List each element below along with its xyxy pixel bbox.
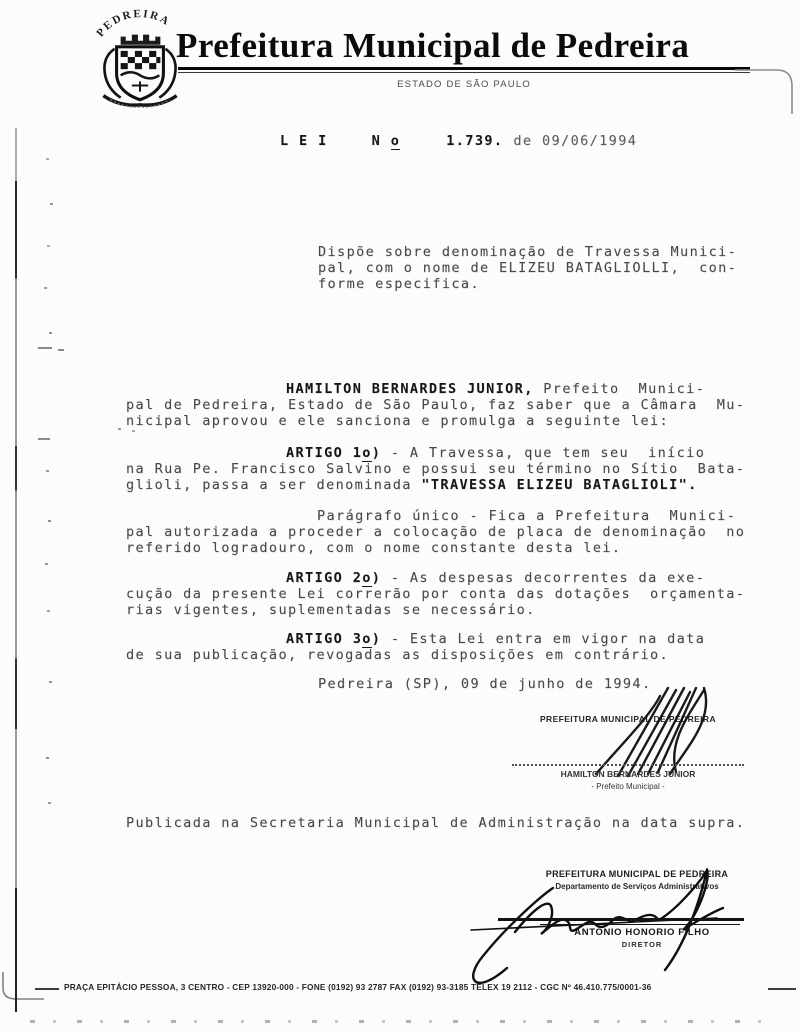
street-name: "TRAVESSA ELIZEU BATAGLIOLI". (421, 477, 698, 493)
artigo-3 (126, 631, 705, 663)
paragrafo-unico-text: referido logradouro, com o nome constante desta lei. (126, 540, 622, 556)
signature2-name: ANTONIO HONORIO FILHO (574, 927, 710, 938)
artigo-2-text: cução da presente Lei correrão por conta das dotações orçamenta- (126, 586, 746, 602)
scan-corner-top-right (735, 62, 797, 116)
crest-checker (121, 51, 161, 69)
ementa (318, 244, 737, 292)
artigo-3-text: - Esta Lei entra em vigor na data (381, 631, 706, 647)
margin-mark (38, 347, 52, 349)
artigo-1 (126, 445, 745, 493)
margin-mark (38, 438, 50, 440)
paragrafo-unico-text: Parágrafo único - Fica a Prefeitura Munici- (317, 508, 737, 524)
artigo-1-text: na Rua Pe. Francisco Salvino e possui seu término no Sítio Bata- (126, 461, 746, 477)
crest-crown (121, 35, 161, 45)
publication-note: Publicada na Secretaria Municipal de Administração na data supra. (126, 815, 746, 831)
scan-corner-bottom-left (0, 972, 48, 1008)
header-rule-thick (178, 67, 750, 70)
artigo-3-ordinal: o (362, 631, 372, 647)
ementa-line: forme especifica. (318, 276, 480, 292)
artigo-1-paren: ) (371, 445, 382, 461)
preamble-text: pal de Pedreira, Estado de São Paulo, faz saber que a Câmara Mu- (126, 397, 746, 413)
preamble-text: nicipal aprovou e ele sanciona e promulga a seguinte lei: (126, 413, 670, 429)
signature2-role: DIRETOR (621, 940, 663, 949)
dateline: Pedreira (SP), 09 de junho de 1994. (318, 676, 652, 692)
signature1-name: HAMILTON BERNARDES JUNIOR (560, 769, 696, 779)
artigo-2-paren: ) (371, 570, 382, 586)
preamble-text: Prefeito Munici- (533, 381, 706, 397)
signature1-org: PREFEITURA MUNICIPAL DE PEDREIRA (539, 714, 717, 724)
ementa-line: pal, com o nome de ELIZEU BATAGLIOLLI, con- (318, 260, 738, 276)
artigo-2-text: - As despesas decorrentes da exe- (381, 570, 706, 586)
artigo-3-label: ARTIGO 3 (286, 631, 363, 647)
scan-speckles (0, 0, 3, 2)
artigo-2 (126, 570, 745, 618)
footer-dash-right (768, 988, 796, 990)
artigo-2-label: ARTIGO 2 (286, 570, 363, 586)
signature1-line (512, 764, 744, 766)
law-label: L E I (280, 133, 328, 149)
mayor-name: HAMILTON BERNARDES JUNIOR, (286, 381, 534, 397)
signature1-role: - Prefeito Municipal - (591, 782, 665, 791)
artigo-1-label: ARTIGO 1 (286, 445, 363, 461)
law-no-label: N (371, 133, 391, 149)
artigo-2-text: rias vigentes, suplementadas se necessário. (126, 602, 536, 618)
artigo-3-text: de sua publicação, revogadas as disposições em contrário. (126, 647, 670, 663)
law-date: de 09/06/1994 (513, 133, 638, 149)
crest-name-text: PEDREIRA (94, 7, 173, 40)
law-no-ordinal: o (390, 133, 401, 149)
artigo-1-ordinal: o (362, 445, 372, 461)
margin-mark (58, 349, 64, 351)
law-number: 1.739. (446, 133, 504, 149)
paragrafo-unico-text: pal autorizada a proceder a colocação de placa de denominação no (126, 524, 746, 540)
scan-edge-line (15, 128, 17, 1012)
page-title: Prefeitura Municipal de Pedreira (176, 26, 690, 65)
signature2-line-thin (540, 924, 740, 925)
artigo-2-ordinal: o (362, 570, 372, 586)
footer-address: PRAÇA EPITÁCIO PESSOA, 3 CENTRO - CEP 13920-000 - FONE (0192) 93 2787 FAX (0192) 93-3185 TELEX 19 2112 - CGC Nº 46.410.775/0001-36 (64, 982, 652, 992)
signature2-org: PREFEITURA MUNICIPAL DE PEDREIRA (545, 869, 729, 879)
header-subtitle: ESTADO DE SÃO PAULO (397, 79, 531, 90)
signature2-dept: Departamento de Serviços Administrativos (555, 882, 719, 891)
artigo-3-paren: ) (371, 631, 382, 647)
law-number-line (280, 132, 637, 150)
artigo-1-text: - A Travessa, que tem seu início (381, 445, 706, 461)
preamble-paragraph (126, 381, 745, 429)
paragrafo-unico (126, 508, 745, 556)
header-rule-thin (178, 72, 750, 73)
scan-noise-row (30, 1020, 780, 1023)
artigo-1-text: glioli, passa a ser denominada (126, 477, 422, 493)
footer-dash-left (35, 988, 59, 990)
svg-text:PEDREIRA (94, 8, 172, 39)
ementa-line: Dispõe sobre denominação de Travessa Munici- (318, 244, 738, 260)
signature2-line (498, 918, 744, 921)
crest-hills (121, 72, 160, 78)
crest-base-mark (132, 81, 148, 91)
